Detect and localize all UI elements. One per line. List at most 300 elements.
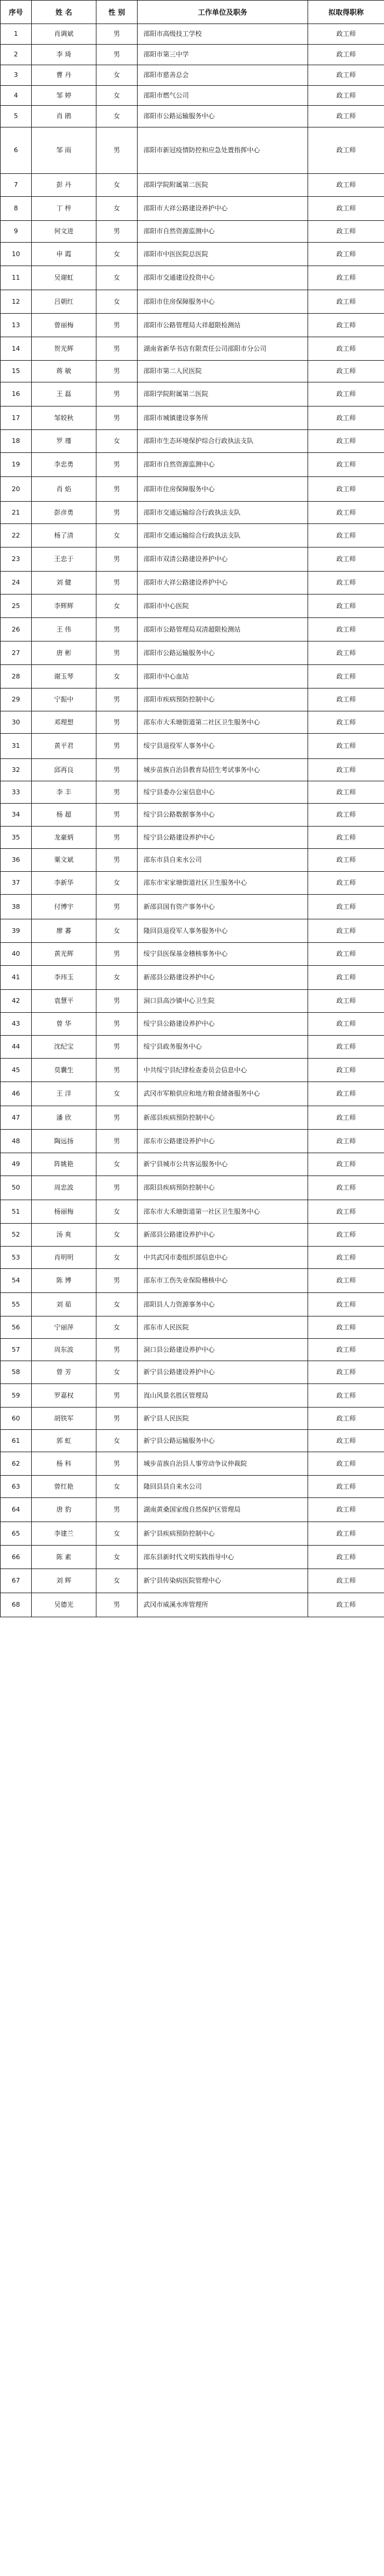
cell-name: 汤 爽 <box>32 1224 96 1247</box>
cell-no: 37 <box>1 872 32 895</box>
cell-no: 41 <box>1 966 32 990</box>
cell-gender: 女 <box>96 1569 138 1593</box>
cell-gender: 女 <box>96 1546 138 1569</box>
table-row <box>1 1498 384 1522</box>
cell-org: 邵东市工伤失业保险稽核中心 <box>138 1269 308 1293</box>
cell-no: 60 <box>1 1408 32 1430</box>
cell-gender: 男 <box>96 502 138 524</box>
cell-gender: 女 <box>96 1200 138 1224</box>
cell-org: 邵阳市中心医院 <box>138 595 308 618</box>
table-row <box>1 1522 384 1546</box>
cell-title: 政工师 <box>308 1247 384 1269</box>
cell-org: 邵阳市交通建设投资中心 <box>138 266 308 290</box>
cell-org: 绥宁县委办公室信息中心 <box>138 781 308 804</box>
cell-title: 政工师 <box>308 872 384 895</box>
cell-no: 35 <box>1 827 32 849</box>
table-row <box>1 1546 384 1569</box>
cell-gender: 女 <box>96 665 138 688</box>
cell-gender: 男 <box>96 1059 138 1082</box>
table-row <box>1 1153 384 1176</box>
cell-org: 邵阳县疾病预防控制中心 <box>138 1176 308 1200</box>
table-row <box>1 1106 384 1130</box>
cell-name: 黄平君 <box>32 734 96 759</box>
cell-org: 新宁县城市公共客运服务中心 <box>138 1153 308 1176</box>
cell-gender: 男 <box>96 361 138 382</box>
table-row <box>1 524 384 548</box>
cell-no: 34 <box>1 804 32 827</box>
cell-name: 莫囊生 <box>32 1059 96 1082</box>
cell-title: 政工师 <box>308 65 384 86</box>
cell-no: 54 <box>1 1269 32 1293</box>
table-row <box>1 290 384 314</box>
cell-gender: 女 <box>96 1224 138 1247</box>
cell-gender: 女 <box>96 266 138 290</box>
cell-title: 政工师 <box>308 243 384 266</box>
cell-title: 政工师 <box>308 1130 384 1153</box>
cell-name: 邱再良 <box>32 759 96 781</box>
cell-title: 政工师 <box>308 197 384 221</box>
cell-title: 政工师 <box>308 618 384 642</box>
cell-org: 绥宁县退役军人事务中心 <box>138 734 308 759</box>
cell-name: 龙豪炳 <box>32 827 96 849</box>
cell-org: 绥宁县公路建设养护中心 <box>138 1013 308 1036</box>
cell-no: 18 <box>1 430 32 453</box>
cell-name: 黄光辉 <box>32 943 96 966</box>
table-row <box>1 1452 384 1476</box>
cell-gender: 女 <box>96 174 138 197</box>
cell-org: 邵阳市公路管理局双清超限检测站 <box>138 618 308 642</box>
table-row <box>1 1293 384 1316</box>
cell-gender: 女 <box>96 290 138 314</box>
cell-gender: 男 <box>96 1269 138 1293</box>
cell-no: 55 <box>1 1293 32 1316</box>
cell-no: 25 <box>1 595 32 618</box>
cell-name: 郭 虹 <box>32 1430 96 1452</box>
table-row <box>1 1339 384 1361</box>
cell-title: 政工师 <box>308 1569 384 1593</box>
cell-gender: 男 <box>96 1593 138 1617</box>
cell-title: 政工师 <box>308 1293 384 1316</box>
cell-gender: 男 <box>96 711 138 734</box>
cell-title: 政工师 <box>308 290 384 314</box>
cell-name: 肖 鹃 <box>32 106 96 127</box>
table-row <box>1 595 384 618</box>
cell-name: 蒋 敏 <box>32 361 96 382</box>
table-row <box>1 221 384 243</box>
cell-title: 政工师 <box>308 86 384 106</box>
cell-org: 邵阳市公路运输服务中心 <box>138 106 308 127</box>
cell-name: 何文进 <box>32 221 96 243</box>
table-row <box>1 127 384 174</box>
cell-no: 23 <box>1 548 32 572</box>
table-row <box>1 314 384 337</box>
cell-no: 46 <box>1 1082 32 1106</box>
cell-title: 政工师 <box>308 966 384 990</box>
cell-gender: 女 <box>96 243 138 266</box>
cell-org: 新邵县公路建设养护中心 <box>138 966 308 990</box>
cell-title: 政工师 <box>308 1059 384 1082</box>
cell-name: 陈 素 <box>32 1546 96 1569</box>
table-row <box>1 1247 384 1269</box>
table-row <box>1 1269 384 1293</box>
cell-title: 政工师 <box>308 106 384 127</box>
cell-gender: 男 <box>96 1130 138 1153</box>
cell-title: 政工师 <box>308 895 384 919</box>
cell-name: 王 伟 <box>32 618 96 642</box>
table-row <box>1 65 384 86</box>
cell-org: 邵阳市中心血站 <box>138 665 308 688</box>
cell-gender: 男 <box>96 1384 138 1408</box>
cell-gender: 男 <box>96 1452 138 1476</box>
cell-name: 邹姣秋 <box>32 407 96 430</box>
cell-name: 丁 梓 <box>32 197 96 221</box>
table-row <box>1 1569 384 1593</box>
cell-no: 2 <box>1 45 32 65</box>
cell-name: 肖明明 <box>32 1247 96 1269</box>
cell-gender: 男 <box>96 453 138 477</box>
cell-no: 50 <box>1 1176 32 1200</box>
cell-title: 政工师 <box>308 45 384 65</box>
table-row <box>1 174 384 197</box>
cell-no: 56 <box>1 1316 32 1339</box>
cell-title: 政工师 <box>308 849 384 872</box>
cell-name: 沈纪宝 <box>32 1036 96 1059</box>
cell-title: 政工师 <box>308 1593 384 1617</box>
cell-gender: 男 <box>96 1498 138 1522</box>
cell-gender: 男 <box>96 990 138 1013</box>
cell-no: 66 <box>1 1546 32 1569</box>
cell-name: 刘 健 <box>32 572 96 595</box>
table-row <box>1 45 384 65</box>
cell-gender: 男 <box>96 618 138 642</box>
cell-org: 邵东市大禾塘街道第一社区卫生服务中心 <box>138 1200 308 1224</box>
cell-no: 43 <box>1 1013 32 1036</box>
table-row <box>1 243 384 266</box>
cell-title: 政工师 <box>308 1269 384 1293</box>
cell-title: 政工师 <box>308 453 384 477</box>
cell-org: 邵阳学院附属第二医院 <box>138 174 308 197</box>
cell-title: 政工师 <box>308 1316 384 1339</box>
cell-title: 政工师 <box>308 1384 384 1408</box>
cell-name: 彭 丹 <box>32 174 96 197</box>
cell-no: 48 <box>1 1130 32 1153</box>
table-row <box>1 1476 384 1498</box>
table-row <box>1 572 384 595</box>
cell-gender: 男 <box>96 781 138 804</box>
cell-org: 湖南黄桑国家级自然保护区管理局 <box>138 1498 308 1522</box>
table-row <box>1 781 384 804</box>
cell-org: 武冈市军粮供应和地方粮食储备服务中心 <box>138 1082 308 1106</box>
cell-name: 陶远扬 <box>32 1130 96 1153</box>
cell-name: 彭彦勇 <box>32 502 96 524</box>
cell-org: 新宁县公路运输服务中心 <box>138 1430 308 1452</box>
cell-org: 城步苗族自治县人事劳动争议仲裁院 <box>138 1452 308 1476</box>
cell-title: 政工师 <box>308 642 384 665</box>
cell-gender: 女 <box>96 595 138 618</box>
cell-gender: 女 <box>96 1293 138 1316</box>
cell-org: 邵东市公路建设养护中心 <box>138 1130 308 1153</box>
cell-gender: 女 <box>96 1476 138 1498</box>
cell-gender: 女 <box>96 1247 138 1269</box>
cell-name: 谢玉琴 <box>32 665 96 688</box>
cell-no: 49 <box>1 1153 32 1176</box>
cell-gender: 女 <box>96 1082 138 1106</box>
table-row <box>1 548 384 572</box>
cell-title: 政工师 <box>308 827 384 849</box>
cell-org: 邵东市县自来水公司 <box>138 849 308 872</box>
cell-name: 申 霞 <box>32 243 96 266</box>
cell-org: 邵东县新时代文明实践指导中心 <box>138 1546 308 1569</box>
cell-name: 唐 豹 <box>32 1498 96 1522</box>
table-row <box>1 849 384 872</box>
cell-no: 12 <box>1 290 32 314</box>
cell-name: 李玮玉 <box>32 966 96 990</box>
cell-gender: 男 <box>96 24 138 45</box>
cell-gender: 女 <box>96 197 138 221</box>
table-row <box>1 24 384 45</box>
cell-gender: 男 <box>96 734 138 759</box>
table-row <box>1 1176 384 1200</box>
header-no: 序号 <box>1 1 32 24</box>
cell-name: 陈 博 <box>32 1269 96 1293</box>
cell-title: 政工师 <box>308 1224 384 1247</box>
cell-org: 邵阳市交通运输综合行政执法支队 <box>138 502 308 524</box>
cell-org: 洞口县公路建设养护中心 <box>138 1339 308 1361</box>
cell-gender: 男 <box>96 548 138 572</box>
cell-name: 杨了清 <box>32 524 96 548</box>
table-row <box>1 197 384 221</box>
cell-title: 政工师 <box>308 1476 384 1498</box>
cell-org: 新宁县人民医院 <box>138 1408 308 1430</box>
cell-no: 22 <box>1 524 32 548</box>
cell-org: 绥宁县政务服务中心 <box>138 1036 308 1059</box>
table-row <box>1 1384 384 1408</box>
cell-title: 政工师 <box>308 221 384 243</box>
cell-name: 宁振中 <box>32 688 96 711</box>
cell-gender: 男 <box>96 314 138 337</box>
cell-no: 15 <box>1 361 32 382</box>
cell-title: 政工师 <box>308 572 384 595</box>
table-row <box>1 1593 384 1617</box>
cell-gender: 男 <box>96 804 138 827</box>
cell-title: 政工师 <box>308 524 384 548</box>
cell-org: 隆回县退役军人事务服务中心 <box>138 919 308 943</box>
cell-no: 9 <box>1 221 32 243</box>
cell-gender: 女 <box>96 106 138 127</box>
cell-name: 肖调斌 <box>32 24 96 45</box>
cell-title: 政工师 <box>308 24 384 45</box>
header-org: 工作单位及职务 <box>138 1 308 24</box>
cell-no: 32 <box>1 759 32 781</box>
cell-name: 吴德光 <box>32 1593 96 1617</box>
cell-gender: 女 <box>96 1316 138 1339</box>
cell-org: 城步苗族自治县教育局招生考试事务中心 <box>138 759 308 781</box>
cell-no: 16 <box>1 382 32 407</box>
cell-no: 1 <box>1 24 32 45</box>
cell-no: 58 <box>1 1361 32 1384</box>
cell-org: 邵阳市公路运输服务中心 <box>138 642 308 665</box>
cell-org: 新邵县疾病预防控制中心 <box>138 1106 308 1130</box>
table-row <box>1 1224 384 1247</box>
cell-title: 政工师 <box>308 1106 384 1130</box>
cell-org: 湖南省新华书店有限责任公司邵阳市分公司 <box>138 337 308 361</box>
cell-no: 31 <box>1 734 32 759</box>
cell-title: 政工师 <box>308 1430 384 1452</box>
cell-no: 6 <box>1 127 32 174</box>
cell-title: 政工师 <box>308 477 384 502</box>
cell-name: 吕朝红 <box>32 290 96 314</box>
cell-gender: 女 <box>96 1430 138 1452</box>
cell-no: 42 <box>1 990 32 1013</box>
cell-org: 邵东市人民医院 <box>138 1316 308 1339</box>
cell-title: 政工师 <box>308 688 384 711</box>
table-row <box>1 86 384 106</box>
table-row <box>1 966 384 990</box>
cell-title: 政工师 <box>308 1408 384 1430</box>
cell-name: 付博宇 <box>32 895 96 919</box>
cell-org: 邵东市大禾塘街道第二社区卫生服务中心 <box>138 711 308 734</box>
cell-title: 政工师 <box>308 174 384 197</box>
cell-no: 19 <box>1 453 32 477</box>
cell-name: 刘 辉 <box>32 1569 96 1593</box>
cell-org: 武冈市威溪水库管理所 <box>138 1593 308 1617</box>
cell-org: 绥宁县公路数据事务中心 <box>138 804 308 827</box>
table-row <box>1 106 384 127</box>
cell-org: 邵阳市中医医院总医院 <box>138 243 308 266</box>
cell-org: 中共绥宁县纪律检查委员会信息中心 <box>138 1059 308 1082</box>
table-row <box>1 453 384 477</box>
cell-name: 曾 华 <box>32 1013 96 1036</box>
cell-org: 邵阳市第二人民医院 <box>138 361 308 382</box>
table-row <box>1 1361 384 1384</box>
cell-no: 21 <box>1 502 32 524</box>
cell-no: 59 <box>1 1384 32 1408</box>
table-row <box>1 361 384 382</box>
cell-title: 政工师 <box>308 266 384 290</box>
cell-org: 邵东市宋家塘街道社区卫生服务中心 <box>138 872 308 895</box>
table-row <box>1 734 384 759</box>
cell-org: 邵阳市公路管理局大祥超限检测站 <box>138 314 308 337</box>
cell-gender: 女 <box>96 919 138 943</box>
cell-org: 崀山风景名胜区管理局 <box>138 1384 308 1408</box>
cell-title: 政工师 <box>308 595 384 618</box>
cell-gender: 男 <box>96 1408 138 1430</box>
cell-no: 10 <box>1 243 32 266</box>
cell-name: 罗 瑾 <box>32 430 96 453</box>
cell-name: 潘 欣 <box>32 1106 96 1130</box>
cell-no: 45 <box>1 1059 32 1082</box>
cell-org: 中共武冈市委组织部信息中心 <box>138 1247 308 1269</box>
cell-org: 邵阳市高级技工学校 <box>138 24 308 45</box>
cell-title: 政工师 <box>308 314 384 337</box>
table-row <box>1 872 384 895</box>
cell-org: 绥宁县公路建设养护中心 <box>138 827 308 849</box>
cell-org: 邵阳市自然资源监测中心 <box>138 453 308 477</box>
table-row <box>1 1430 384 1452</box>
cell-title: 政工师 <box>308 1522 384 1546</box>
cell-title: 政工师 <box>308 1036 384 1059</box>
cell-org: 邵阳市慈善总会 <box>138 65 308 86</box>
cell-title: 政工师 <box>308 1200 384 1224</box>
cell-no: 7 <box>1 174 32 197</box>
cell-no: 38 <box>1 895 32 919</box>
cell-gender: 女 <box>96 65 138 86</box>
cell-no: 39 <box>1 919 32 943</box>
cell-org: 邵阳市自然资源监测中心 <box>138 221 308 243</box>
cell-no: 68 <box>1 1593 32 1617</box>
cell-gender: 女 <box>96 1522 138 1546</box>
cell-title: 政工师 <box>308 430 384 453</box>
cell-no: 26 <box>1 618 32 642</box>
cell-title: 政工师 <box>308 1361 384 1384</box>
cell-name: 贺光辉 <box>32 337 96 361</box>
cell-no: 33 <box>1 781 32 804</box>
cell-no: 53 <box>1 1247 32 1269</box>
cell-name: 罗嘉权 <box>32 1384 96 1408</box>
cell-title: 政工师 <box>308 1546 384 1569</box>
cell-name: 杨 科 <box>32 1452 96 1476</box>
table-row <box>1 990 384 1013</box>
cell-name: 李忠勇 <box>32 453 96 477</box>
cell-gender: 男 <box>96 642 138 665</box>
cell-org: 隆回县县自来水公司 <box>138 1476 308 1498</box>
cell-title: 政工师 <box>308 1082 384 1106</box>
cell-org: 新宁县传染病医院管理中心 <box>138 1569 308 1593</box>
cell-org: 邵阳市住房保障服务中心 <box>138 290 308 314</box>
cell-title: 政工师 <box>308 943 384 966</box>
cell-name: 曹 丹 <box>32 65 96 86</box>
cell-gender: 男 <box>96 1106 138 1130</box>
cell-title: 政工师 <box>308 502 384 524</box>
cell-name: 杨丽梅 <box>32 1200 96 1224</box>
header-gender: 性 别 <box>96 1 138 24</box>
cell-name: 曾红艳 <box>32 1476 96 1498</box>
cell-no: 52 <box>1 1224 32 1247</box>
cell-gender: 男 <box>96 943 138 966</box>
cell-name: 李辉辉 <box>32 595 96 618</box>
cell-gender: 男 <box>96 1339 138 1361</box>
cell-no: 63 <box>1 1476 32 1498</box>
table-row <box>1 477 384 502</box>
cell-gender: 女 <box>96 872 138 895</box>
cell-no: 28 <box>1 665 32 688</box>
cell-title: 政工师 <box>308 407 384 430</box>
table-row <box>1 919 384 943</box>
cell-name: 王忠于 <box>32 548 96 572</box>
cell-gender: 男 <box>96 895 138 919</box>
cell-org: 绥宁县医保基金稽核事务中心 <box>138 943 308 966</box>
cell-name: 邹 婷 <box>32 86 96 106</box>
cell-gender: 女 <box>96 1361 138 1384</box>
cell-no: 64 <box>1 1498 32 1522</box>
cell-name: 李新华 <box>32 872 96 895</box>
table-row <box>1 943 384 966</box>
table-row <box>1 827 384 849</box>
cell-no: 27 <box>1 642 32 665</box>
table-row <box>1 1036 384 1059</box>
cell-name: 阵姚艳 <box>32 1153 96 1176</box>
cell-no: 61 <box>1 1430 32 1452</box>
table-row <box>1 1082 384 1106</box>
cell-name: 李 丰 <box>32 781 96 804</box>
cell-gender: 男 <box>96 1013 138 1036</box>
cell-gender: 男 <box>96 1036 138 1059</box>
cell-name: 周东波 <box>32 1339 96 1361</box>
table-row <box>1 407 384 430</box>
cell-gender: 女 <box>96 430 138 453</box>
cell-title: 政工师 <box>308 804 384 827</box>
table-body <box>1 24 384 1617</box>
